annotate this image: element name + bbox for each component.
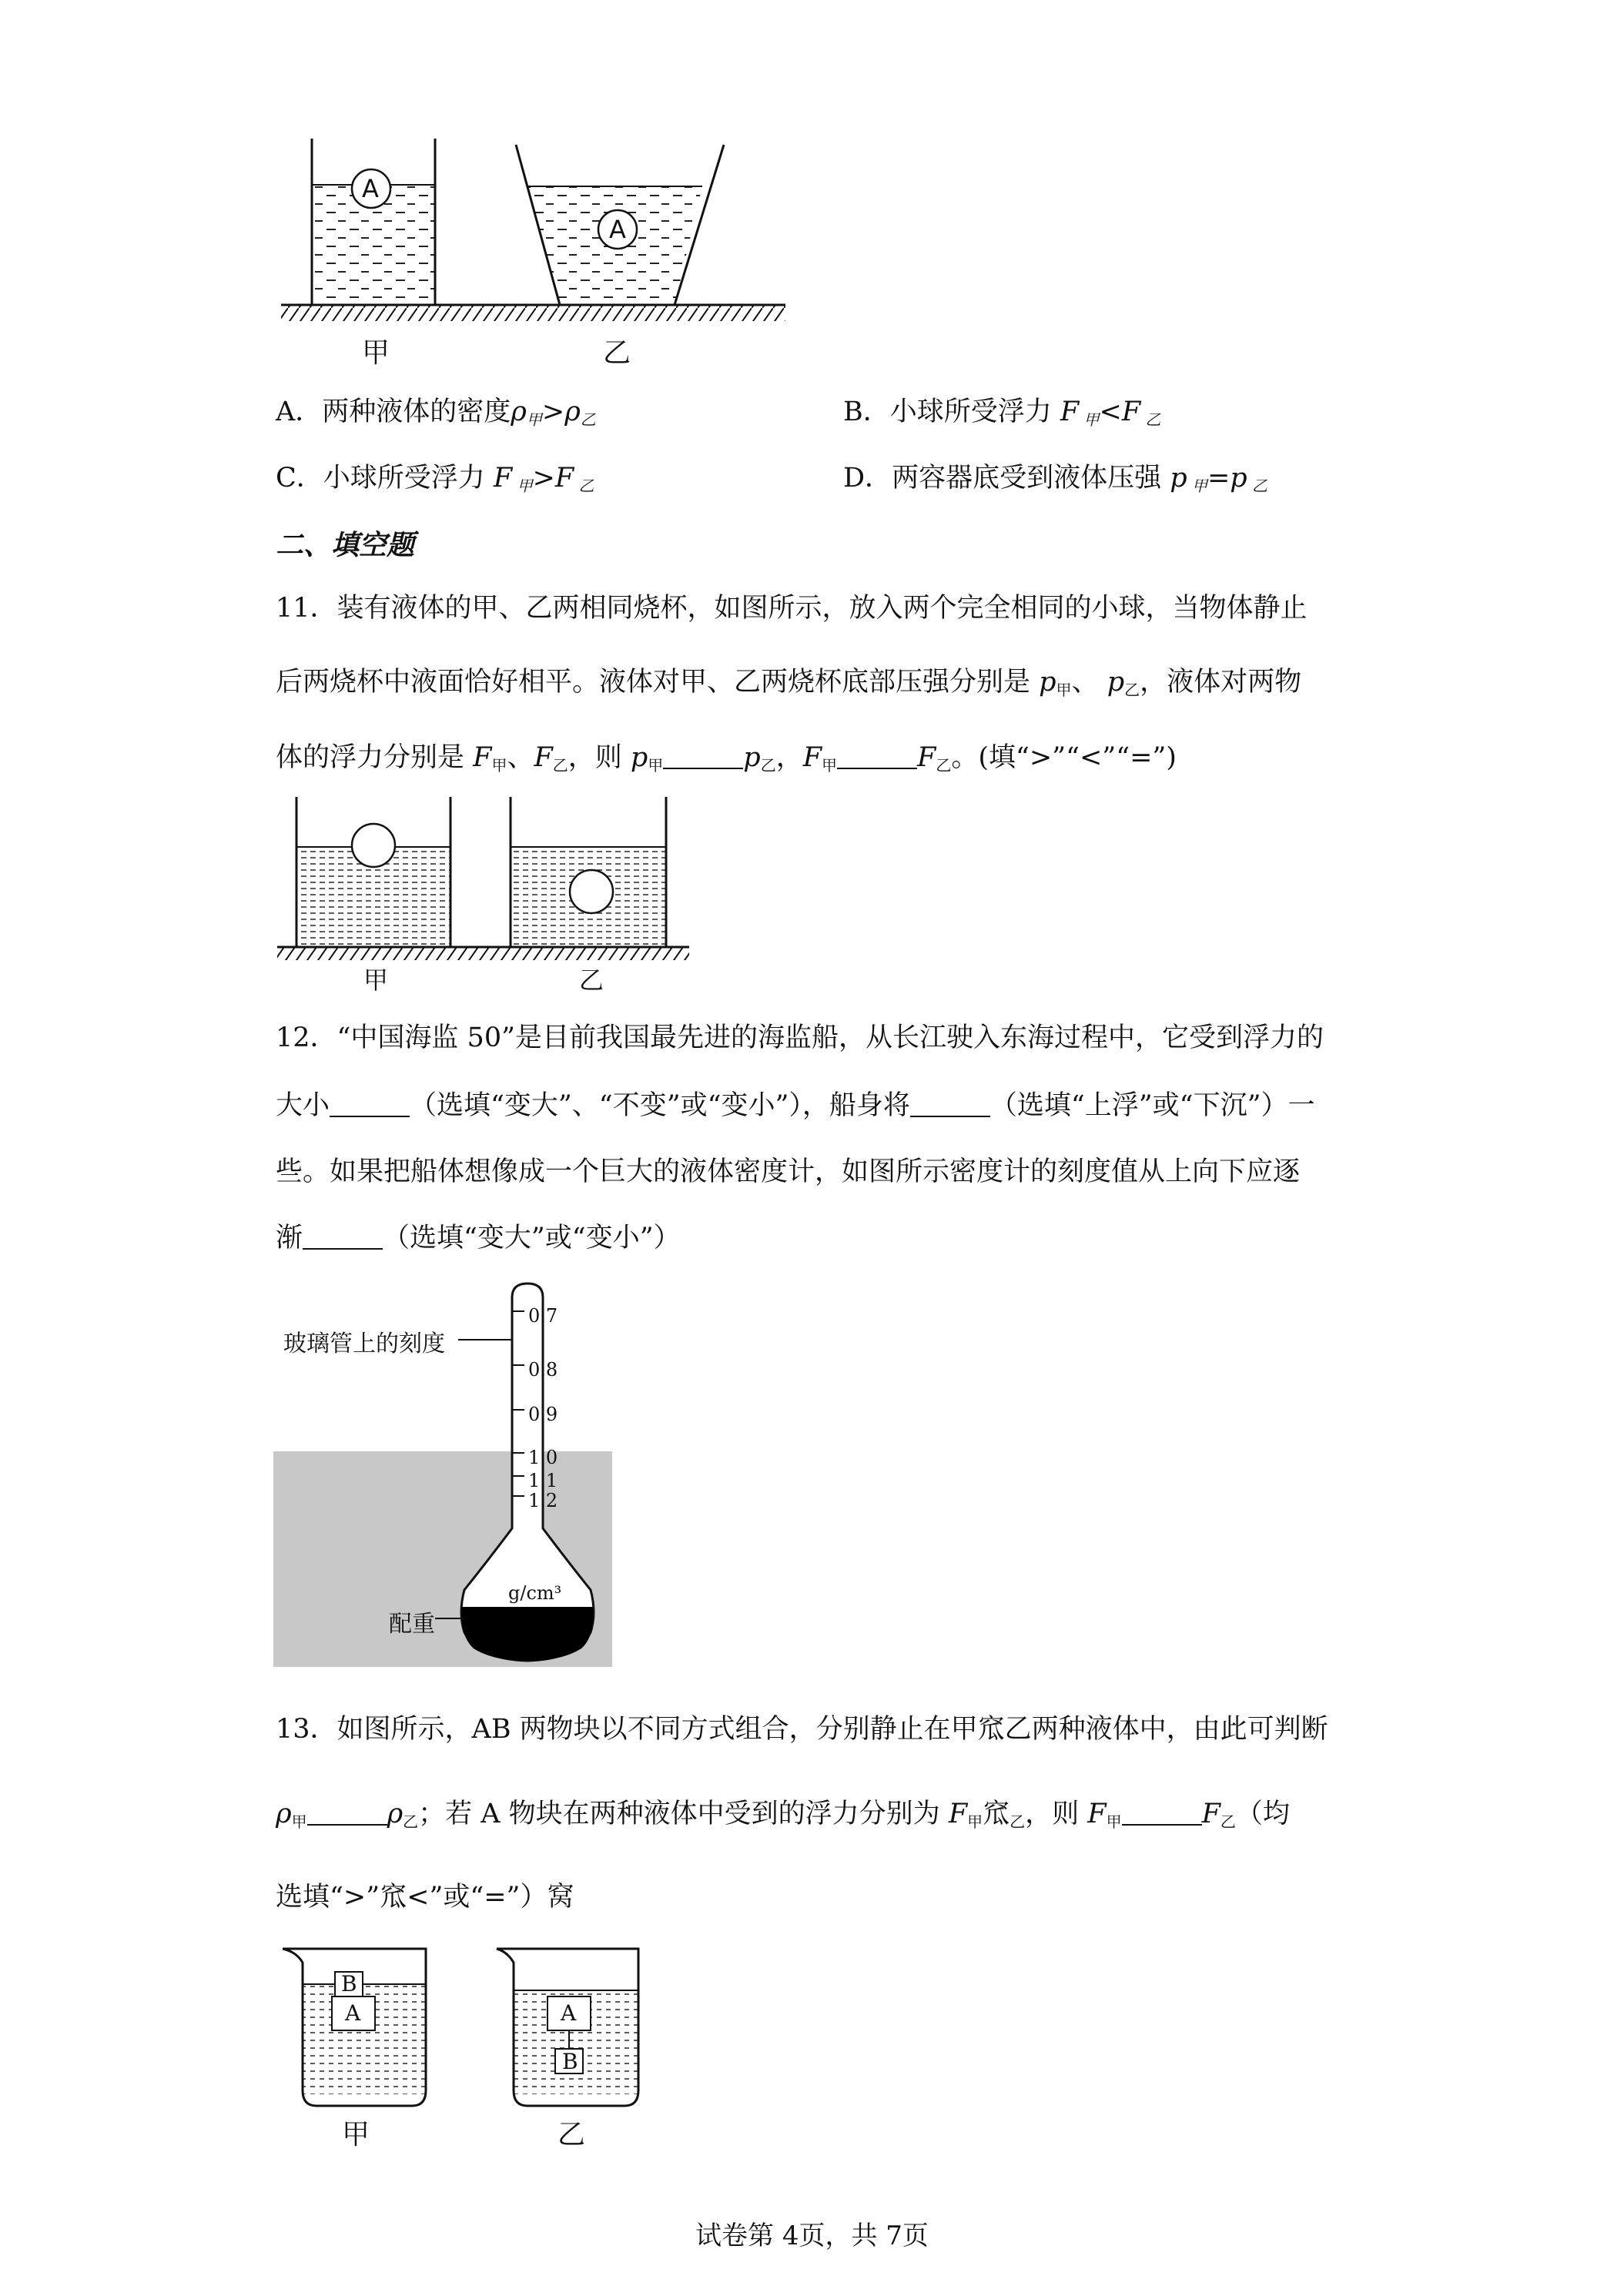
q10-option-d[interactable]: D．两容器底受到液体压强 p $_甲$=p $_乙$ — [843, 463, 1268, 495]
q10-ball-label-left: A — [362, 174, 379, 203]
q11-blank-2[interactable] — [837, 745, 917, 769]
q12-blank-1[interactable] — [330, 1093, 410, 1117]
q12-line-4: 渐 （选填“变大”或“变小”） — [276, 1223, 681, 1253]
q13-line-2: $\rho_甲$ $\rho_乙$；若 A 物块在两种液体中受到的浮力分别为 $F_甲$窊$_乙$，则 $F_甲$ $F_乙$（均 — [276, 1799, 1290, 1831]
figure-q13-beakers — [273, 1944, 651, 2148]
q13-left-block-b: B — [341, 1971, 357, 1996]
figure-q10-containers — [277, 139, 816, 377]
hydrometer-tick-2: 0.8 — [528, 1359, 558, 1381]
q12-line-1: 12．“中国海监 50”是目前我国最先进的海监船，从长江驶入东海过程中，它受到浮力的 — [276, 1022, 1324, 1053]
q10-label-yi: 乙 — [603, 337, 631, 369]
q10-option-a[interactable]: A．两种液体的密度$\rho_甲>\rho_乙$ — [276, 397, 596, 429]
hydrometer-tick-3: 0.9 — [528, 1404, 558, 1425]
q11-line-3: 体的浮力分别是 $F_甲$、$F_乙$，则 $p_甲$ $p_乙$，$F_甲$ $F_乙$。(填“>”“<”“=”) — [276, 742, 1177, 775]
hydrometer-tick-4: 1.0 — [528, 1447, 558, 1468]
q12-blank-2[interactable] — [910, 1093, 990, 1117]
q11-label-yi: 乙 — [579, 966, 604, 995]
q11-line-1: 11．装有液体的甲、乙两相同烧杯，如图所示，放入两个完全相同的小球，当物体静止 — [276, 593, 1308, 624]
q10-label-jia: 甲 — [362, 337, 390, 369]
q13-blank-1[interactable] — [307, 1801, 387, 1826]
q13-blank-2[interactable] — [1122, 1801, 1202, 1826]
hydrometer-tick-1: 0.7 — [528, 1305, 558, 1327]
q11-line-2: 后两烧杯中液面恰好相平。液体对甲、乙两烧杯底部压强分别是 $p_甲$、 $p_乙$，液体对两物 — [276, 667, 1302, 699]
q12-blank-3[interactable] — [303, 1225, 383, 1250]
hydrometer-tick-5: 1.1 — [528, 1470, 558, 1491]
q13-line-3: 选填“>”窊<”或“=”）窝 — [276, 1882, 574, 1913]
hydrometer-weight-label: 配重 — [389, 1611, 435, 1638]
q11-label-jia: 甲 — [363, 966, 389, 995]
q13-label-yi: 乙 — [558, 2119, 586, 2150]
q13-left-block-a: A — [345, 2000, 361, 2026]
q12-line-2: 大小 （选填“变大”、“不变”或“变小”），船身将 （选填“上浮”或“下沉”）一 — [276, 1090, 1315, 1121]
q10-option-c[interactable]: C．小球所受浮力 F $_甲$>F $_乙$ — [276, 463, 594, 495]
hydrometer-tick-6: 1.2 — [528, 1490, 558, 1511]
q13-right-block-a: A — [561, 2000, 577, 2026]
figure-q11-beakers — [273, 793, 705, 962]
q13-label-jia: 甲 — [342, 2119, 370, 2150]
q10-option-b[interactable]: B．小球所受浮力 F $_甲$<F $_乙$ — [843, 397, 1161, 429]
q12-line-3: 些。如果把船体想像成一个巨大的液体密度计，如图所示密度计的刻度值从上向下应逐 — [276, 1156, 1301, 1187]
q13-line-1: 13．如图所示，AB 两物块以不同方式组合，分别静止在甲窊乙两种液体中，由此可判断 — [276, 1714, 1328, 1745]
page-footer: 试卷第 4页，共 7页 — [695, 2221, 929, 2251]
hydrometer-scale-label: 玻璃管上的刻度 — [283, 1330, 445, 1357]
q10-ball-label-right: A — [609, 215, 626, 244]
q13-right-block-b: B — [562, 2049, 578, 2074]
section-title: 二、填空题 — [276, 529, 415, 561]
q11-blank-1[interactable] — [663, 745, 743, 769]
hydrometer-unit: g/cm³ — [508, 1582, 562, 1604]
